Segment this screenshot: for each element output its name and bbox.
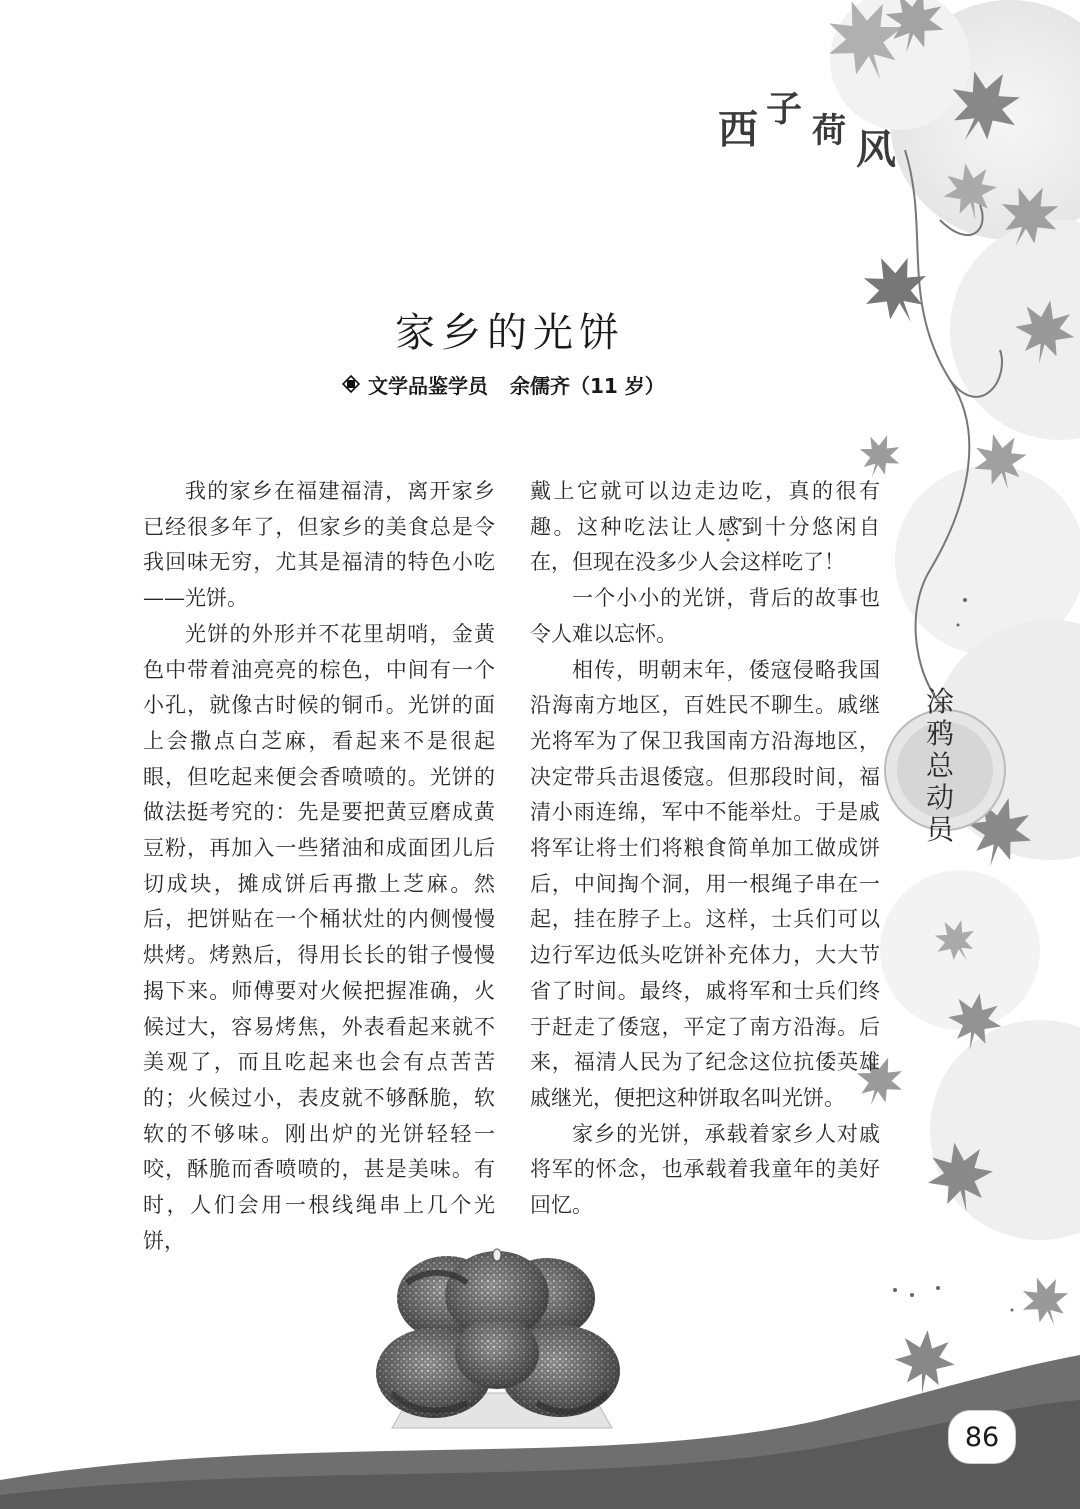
paragraph: 家乡的光饼，承载着家乡人对戚将军的怀念，也承载着我童年的美好回忆。 <box>530 1121 880 1218</box>
article-title: 家乡的光饼 <box>395 309 625 356</box>
paragraph-continued: 戴上它就可以边走边吃，真的很有趣。这种吃法让人感到十分悠闲自在，但现在没多少人会这样吃了！ <box>530 479 880 575</box>
side-label-char: 涂 <box>926 685 955 718</box>
text-column-right <box>530 474 880 1224</box>
column-char: 西 <box>718 107 758 153</box>
paragraph: 光饼的外形并不花里胡哨，金黄色中带着油亮亮的棕色，中间有一个小孔，就像古时候的铜币。光饼的面上会撒点白芝麻，看起来不是很起眼，但吃起来便会香喷喷的。光饼的做法挺考究的：先是要把黄豆磨成黄豆粉，再加入一些猪油和成面团儿后切成块，摊成饼后再撒上芝麻。然后，把饼贴在一个桶状灶的内侧慢慢烘烤。烤熟后，得用长长的钳子慢慢揭下来。师傅要对火候把握准确，火候过大，容易烤焦，外表看起来就不美观了，而且吃起来也会有点苦苦的；火候过小，表皮就不够酥脆，软软的不够味。刚出炉的光饼轻轻一咬，酥脆而香喷喷的，甚是美味。有时，人们会用一根线绳串上几个光饼， <box>143 621 495 1253</box>
paragraph: 我的家乡在福建福清，离开家乡已经很多年了，但家乡的美食总是令我回味无穷，尤其是福清的特色小吃——光饼。 <box>143 479 495 611</box>
side-label-char: 总 <box>926 749 955 782</box>
byline-author: 余儒齐（11 岁） <box>510 373 665 398</box>
byline <box>342 369 665 399</box>
column-char: 风 <box>856 127 896 173</box>
side-label <box>918 685 968 848</box>
deco-circle <box>930 1020 1080 1240</box>
column-name <box>718 89 908 173</box>
side-label-char: 动 <box>926 781 955 814</box>
side-label-char: 员 <box>926 813 955 846</box>
byline-role: 文学品鉴学员 <box>368 373 488 398</box>
page-number: 86 <box>948 1410 1016 1464</box>
text-column-left <box>143 474 495 1259</box>
column-char: 荷 <box>812 111 846 151</box>
paragraph: 一个小小的光饼，背后的故事也令人难以忘怀。 <box>530 586 880 646</box>
column-char: 子 <box>766 89 803 130</box>
paragraph: 相传，明朝末年，倭寇侵略我国沿海南方地区，百姓民不聊生。戚继光将军为了保卫我国南方沿海地区，决定带兵击退倭寇。但那段时间，福清小雨连绵，军中不能举灶。于是戚将军让将士们将粮食简单加工做成饼后，中间掏个洞，用一根绳子串在一起，挂在脖子上。这样，士兵们可以边行军边低头吃饼补充体力，大大节省了时间。最终，戚将军和士兵们终于赶走了倭寇，平定了南方沿海。后来，福清人民为了纪念这位抗倭英雄戚继光，便把这种饼取名叫光饼。 <box>530 657 880 1110</box>
side-label-char: 鸦 <box>926 717 955 750</box>
diamond-bullet-icon <box>342 375 360 393</box>
guangbing-photo <box>372 1243 630 1433</box>
